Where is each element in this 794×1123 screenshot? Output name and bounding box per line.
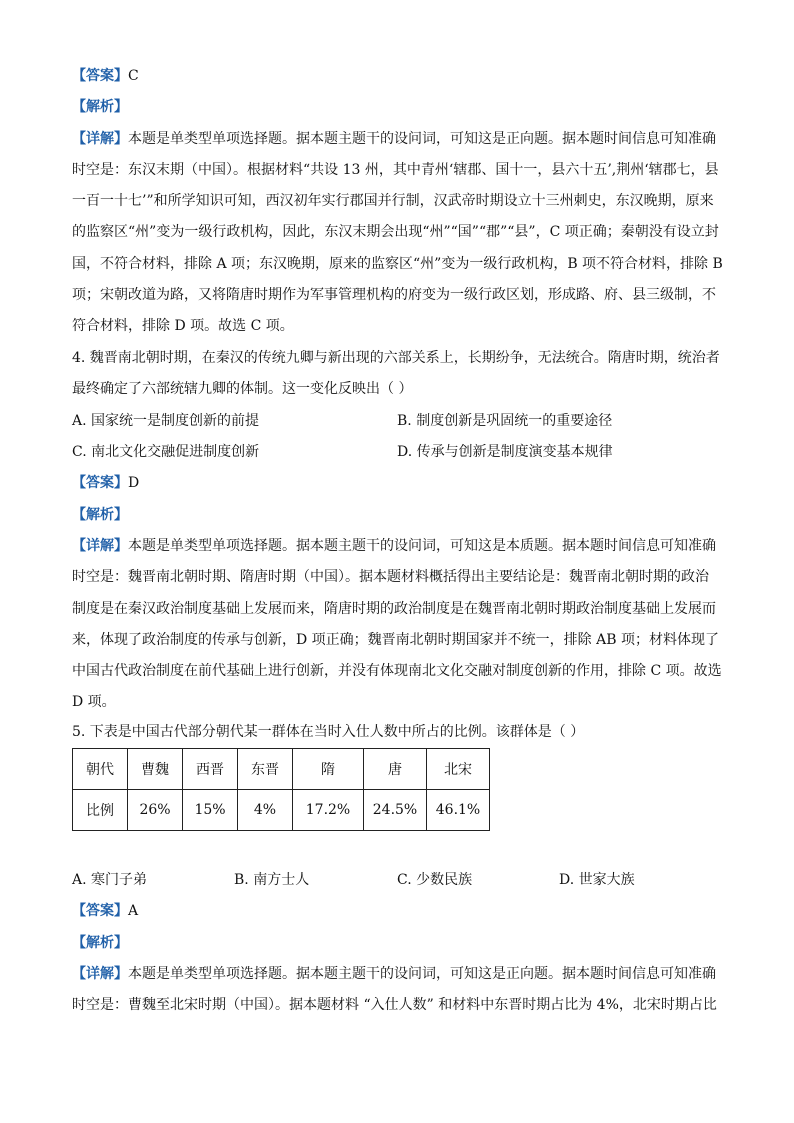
q4-explanation-line-4: 来，体现了政治制度的传承与创新，D 项正确；魏晋南北朝时期国家并不统一，排除 AB 项；材料体现了 <box>72 632 719 648</box>
q5-answer-line <box>72 901 138 921</box>
q5-value-cell: 24.5% <box>364 790 427 831</box>
q5-header-cell: 朝代 <box>73 749 128 790</box>
q5-answer-value: A <box>128 903 139 919</box>
q5-answer-tag: 【答案】 <box>72 903 128 919</box>
q3-explanation-line-4: 的监察区“州”变为一级行政机构，因此，东汉末期会出现“州”“国”“郡”“县”，C 项正确；秦朝没有设立封 <box>72 224 719 240</box>
q5-option-a: A. 寒门子弟 <box>72 872 148 888</box>
q4-explanation-line-5: 中国古代政治制度在前代基础上进行创新，并没有体现南北文化交融对制度创新的作用，排除 C 项。故选 <box>72 663 722 679</box>
q3-explanation-line-7: 符合材料，排除 D 项。故选 C 项。 <box>72 318 294 334</box>
q4-option-d: D. 传承与创新是制度演变基本规律 <box>397 444 613 460</box>
q3-answer-line <box>72 66 139 86</box>
q5-value-cell: 比例 <box>73 790 128 831</box>
q4-detail-tag: 【详解】 <box>72 538 128 554</box>
q5-detail-tag: 【详解】 <box>72 966 128 982</box>
q3-answer-tag: 【答案】 <box>72 68 128 84</box>
q5-header-cell: 曹魏 <box>128 749 183 790</box>
q5-header-cell: 唐 <box>364 749 427 790</box>
q4-stem-line-2: 最终确定了六部统辖九卿的体制。这一变化反映出（ ） <box>72 381 413 397</box>
q5-header-cell: 东晋 <box>238 749 293 790</box>
q5-table-header-row <box>73 749 490 790</box>
q4-explanation-line-2: 时空是：魏晋南北朝时期、隋唐时期（中国）。据本题材料概括得出主要结论是：魏晋南北朝时期的政治 <box>72 569 709 585</box>
q5-option-b: B. 南方士人 <box>234 872 310 888</box>
q4-explanation-line-1: 【详解】本题是单类型单项选择题。据本题主题干的设问词，可知这是本质题。据本题时间信息可知准确 <box>72 538 716 554</box>
q5-option-c: C. 少数民族 <box>397 872 473 888</box>
q3-explanation-line-5: 国，不符合材料，排除 A 项；东汉晚期，原来的监察区“州”变为一级行政机构，B 项不符合材料，排除 B <box>72 256 723 272</box>
q3-explanation-line-1: 【详解】本题是单类型单项选择题。据本题主题干的设问词，可知这是正向题。据本题时间信息可知准确 <box>72 131 716 147</box>
q5-explanation-line-1: 【详解】本题是单类型单项选择题。据本题主题干的设问词，可知这是正向题。据本题时间信息可知准确 <box>72 966 716 982</box>
q4-stem-line-1: 4. 魏晋南北朝时期，在秦汉的传统九卿与新出现的六部关系上，长期纷争，无法统合。隋唐时期，统治者 <box>72 350 720 366</box>
q5-explanation-line-2: 时空是：曹魏至北宋时期（中国）。据本题材料 “入仕人数” 和材料中东晋时期占比为 4%，北宋时期占比 <box>72 997 717 1013</box>
q5-ratio-table <box>72 748 490 831</box>
q5-value-cell: 46.1% <box>427 790 490 831</box>
q5-value-cell: 17.2% <box>293 790 364 831</box>
q5-stem: 5. 下表是中国古代部分朝代某一群体在当时入仕人数中所占的比例。该群体是（ ） <box>72 724 585 740</box>
q3-explanation-line-2: 时空是：东汉末期（中国）。根据材料“共设 13 州，其中青州‘辖郡、国十一，县六十五’,荆州‘辖郡七，县 <box>72 162 719 178</box>
q5-table-value-row <box>73 790 490 831</box>
q4-analysis-tag: 【解析】 <box>72 507 128 523</box>
q4-answer-value: D <box>128 475 140 491</box>
q4-option-c: C. 南北文化交融促进制度创新 <box>72 444 260 460</box>
q5-value-cell: 4% <box>238 790 293 831</box>
q4-explanation-line-3: 制度是在秦汉政治制度基础上发展而来，隋唐时期的政治制度是在魏晋南北朝时期政治制度基础上发展而 <box>72 601 716 617</box>
q3-analysis-tag: 【解析】 <box>72 99 128 115</box>
q5-header-cell: 西晋 <box>183 749 238 790</box>
q4-explanation-line-6: D 项。 <box>72 694 116 710</box>
q4-answer-tag: 【答案】 <box>72 475 128 491</box>
q5-header-cell: 隋 <box>293 749 364 790</box>
q4-option-b: B. 制度创新是巩固统一的重要途径 <box>397 413 613 429</box>
q5-option-d: D. 世家大族 <box>559 872 635 888</box>
q3-answer-value: C <box>128 68 139 84</box>
q3-detail-tag: 【详解】 <box>72 131 128 147</box>
q3-explanation-line-3: 一百一十七’”和所学知识可知，西汉初年实行郡国并行制，汉武帝时期设立十三州刺史，东汉晚期，原来 <box>72 193 714 209</box>
q4-answer-line <box>72 473 139 493</box>
q5-analysis-tag: 【解析】 <box>72 935 128 951</box>
q5-header-cell: 北宋 <box>427 749 490 790</box>
q5-value-cell: 26% <box>128 790 183 831</box>
q3-explanation-line-6: 项；宋朝改道为路，又将隋唐时期作为军事管理机构的府变为一级行政区划，形成路、府、县三级制，不 <box>72 287 716 303</box>
q4-option-a: A. 国家统一是制度创新的前提 <box>72 413 260 429</box>
q5-value-cell: 15% <box>183 790 238 831</box>
